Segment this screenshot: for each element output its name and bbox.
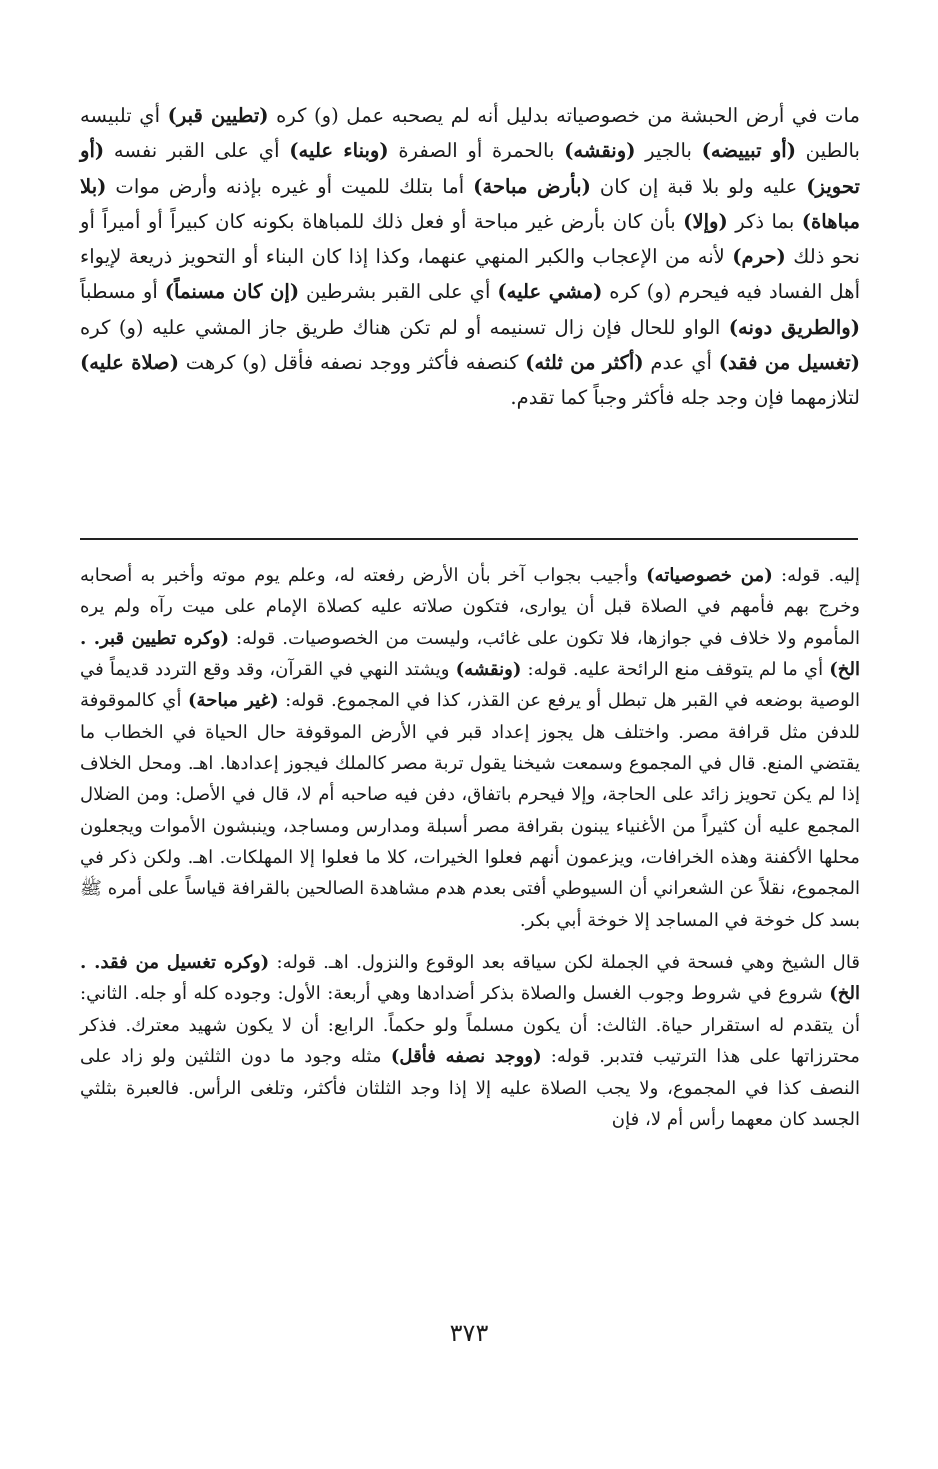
bold-term: (أو تحويز)	[80, 139, 861, 198]
text-run: كره	[602, 280, 647, 304]
text-run: (و)	[242, 351, 268, 375]
text-run: بالجير	[635, 139, 702, 163]
bold-term: (وكره تطيين قبر. . الخ)	[80, 627, 860, 681]
bold-term: (بلا مباهاة)	[80, 174, 860, 233]
text-run: أي على القبر نفسه	[104, 139, 290, 163]
text-run: مات في أرض الحبشة من خصوصياته بدليل أنه لم يصحبه عمل	[338, 104, 860, 127]
text-run: وأجيب بجواب آخر بأن الأرض رفعته له، وعلم يوم موته وأخبر به أصحابه وخرج بهم فأمهم في الصلاة قبل أن يوارى، فتكون صلاته عليه كصلاة الإمام على ميت رآه ولم يره المأموم ولا خلاف في جوازها، فلا تكون على غائب، وليست من الخصوصيات. قوله:	[80, 565, 860, 649]
text-run: كرهت	[179, 351, 243, 375]
main-paragraph	[80, 98, 860, 416]
bold-term: (أو تبييضه)	[701, 139, 796, 163]
text-run: (و)	[314, 104, 339, 127]
main-text	[80, 98, 860, 416]
bold-term: (تغسيل من فقد)	[718, 351, 861, 375]
bold-term: (غير مباحة)	[188, 690, 279, 712]
bold-term: (أكثر من ثلثه)	[525, 351, 644, 375]
bold-term: (وكره تغسيل من فقد. . الخ)	[80, 952, 860, 1005]
text-run: كنصفه فأكثر ووجد نصفه فأقل	[267, 351, 526, 375]
bold-term: (بأرض مباحة)	[473, 174, 591, 198]
text-run: بما ذكر	[727, 209, 802, 233]
bold-term: (من خصوصياته)	[646, 565, 773, 586]
text-run: بأن كان بأرض غير مباحة أو فعل ذلك للمباهاة بكونه كان كبيراً أو أميراً أو نحو ذلك	[80, 209, 861, 269]
bold-term: (وإلا)	[683, 209, 728, 233]
text-run: أي كالموقوفة للدفن مثل قرافة مصر. واختلف هل يجوز إعداد قبر في الأرض الموقوفة حال الحياة في الخطاب ما يقتضي المنع. قال في المجموع وسمعت شيخنا يقول تربة مصر كالملك فيجوز إعدادها. اهـ. ومحل الخلاف إذا لم يكن تحويز زائد على الحاجة، وإلا فيحرم باتفاق، دفن فيه صاحبه أم لا، قال في الأصل: ومن الضلال المجمع عليه أن كثيراً من الأغنياء يبنون بقرافة مصر أسبلة ومدارس ومساجد، وينبشون الأموات ويجعلون محلها الأكفنة وهذه الخرافات، ويزعمون أنهم فعلوا الخيرات، كلا ما فعلوا إلا المهلكات. اهـ. ولكن ذكر في المجموع، نقلاً عن الشعراني أن السيوطي أفتى بعدم هدم مشاهدة الصالحين بالقرافة قياساً على أمره ﷺ بسد كل خوخة في المساجد إلا خوخة أبي بكر.	[80, 690, 860, 931]
text-run: كره	[268, 104, 315, 127]
bold-term: (والطريق دونه)	[728, 315, 860, 339]
bold-term: (إن كان مسنماً)	[164, 280, 300, 304]
text-run: لتلازمهما فإن وجد جله فأكثر وجباً كما تقدم.	[510, 386, 860, 410]
bold-term: (مشي عليه)	[497, 280, 603, 304]
text-run: ويشتد النهي في القرآن، وقد وقع التردد قديماً في الوصية بوضعه في القبر هل تبطل أو يرفع عن القذر، كذا في المجموع. قوله:	[80, 659, 860, 712]
text-run: أي على القبر بشرطين	[299, 280, 498, 304]
footnote-paragraph	[80, 947, 860, 1135]
text-run: أما بتلك للميت أو غيره بإذنه وأرض موات	[106, 174, 474, 198]
text-run: بالحمرة أو الصفرة	[388, 139, 565, 163]
text-run: أي ما لم يتوقف منع الرائحة عليه. قوله:	[521, 659, 830, 681]
bold-term: (وبناء عليه)	[289, 139, 389, 163]
text-run: (و)	[646, 280, 672, 304]
bold-term: (صلاة عليه)	[80, 351, 180, 375]
footnote-paragraph	[80, 560, 860, 936]
text-run: قال الشيخ وهي فسحة في الجملة لكن سياقه بعد الوقوع والنزول. اهـ. قوله:	[269, 952, 860, 974]
text-run: كره	[80, 315, 119, 339]
bold-term: (تطيين قبر)	[167, 104, 269, 127]
text-run: عليه ولو بلا قبة إن كان	[590, 174, 807, 198]
text-run: شروع في شروط وجوب الغسل والصلاة بذكر أضدادها وهي أربعة: الأول: وجوده كله أو جله. الثاني: أن يتقدم له استقرار حياة. الثالث: أن يكون مسلماً ولو حكماً. الرابع: أن لا يكون شهيد معترك. فذكر محترزاتها على هذا الترتيب فتدبر. قوله:	[80, 983, 860, 1068]
text-run: إليه. قوله:	[772, 565, 860, 586]
text-run: مثله وجود ما دون الثلثين ولو زاد على النصف كذا في المجموع، ولا يجب الصلاة عليه إلا إذا وجد الثلثان فأكثر، وتلغى الرأس. فالعبرة بثلثي الجسد كان معهما رأس أم لا، فإن	[80, 1046, 860, 1130]
text-run: أي تلبيسه بالطين	[80, 104, 860, 163]
footnotes	[80, 560, 860, 1135]
bold-term: (ووجد نصفه فأقل)	[390, 1046, 542, 1068]
text-run: (و)	[118, 315, 144, 339]
bold-term: (حرم)	[732, 245, 786, 269]
text-run: لأنه من الإعجاب والكبر المنهي عنهما، وكذا إذا كان البناء أو التحويز ذريعة لإيواء أهل الفساد فيه فيحرم	[80, 245, 861, 304]
text-run: الواو للحال فإن زال تسنيمه أو لم تكن هناك طريق جاز المشي عليه	[143, 315, 729, 339]
text-run: أي عدم	[643, 351, 719, 375]
bold-term: (ونقشه)	[455, 659, 522, 681]
text-run: أو مسطباً	[80, 280, 165, 304]
page-number: ٣٧٣	[449, 1319, 489, 1347]
footnote-divider	[80, 538, 858, 540]
bold-term: (ونقشه)	[564, 139, 636, 163]
